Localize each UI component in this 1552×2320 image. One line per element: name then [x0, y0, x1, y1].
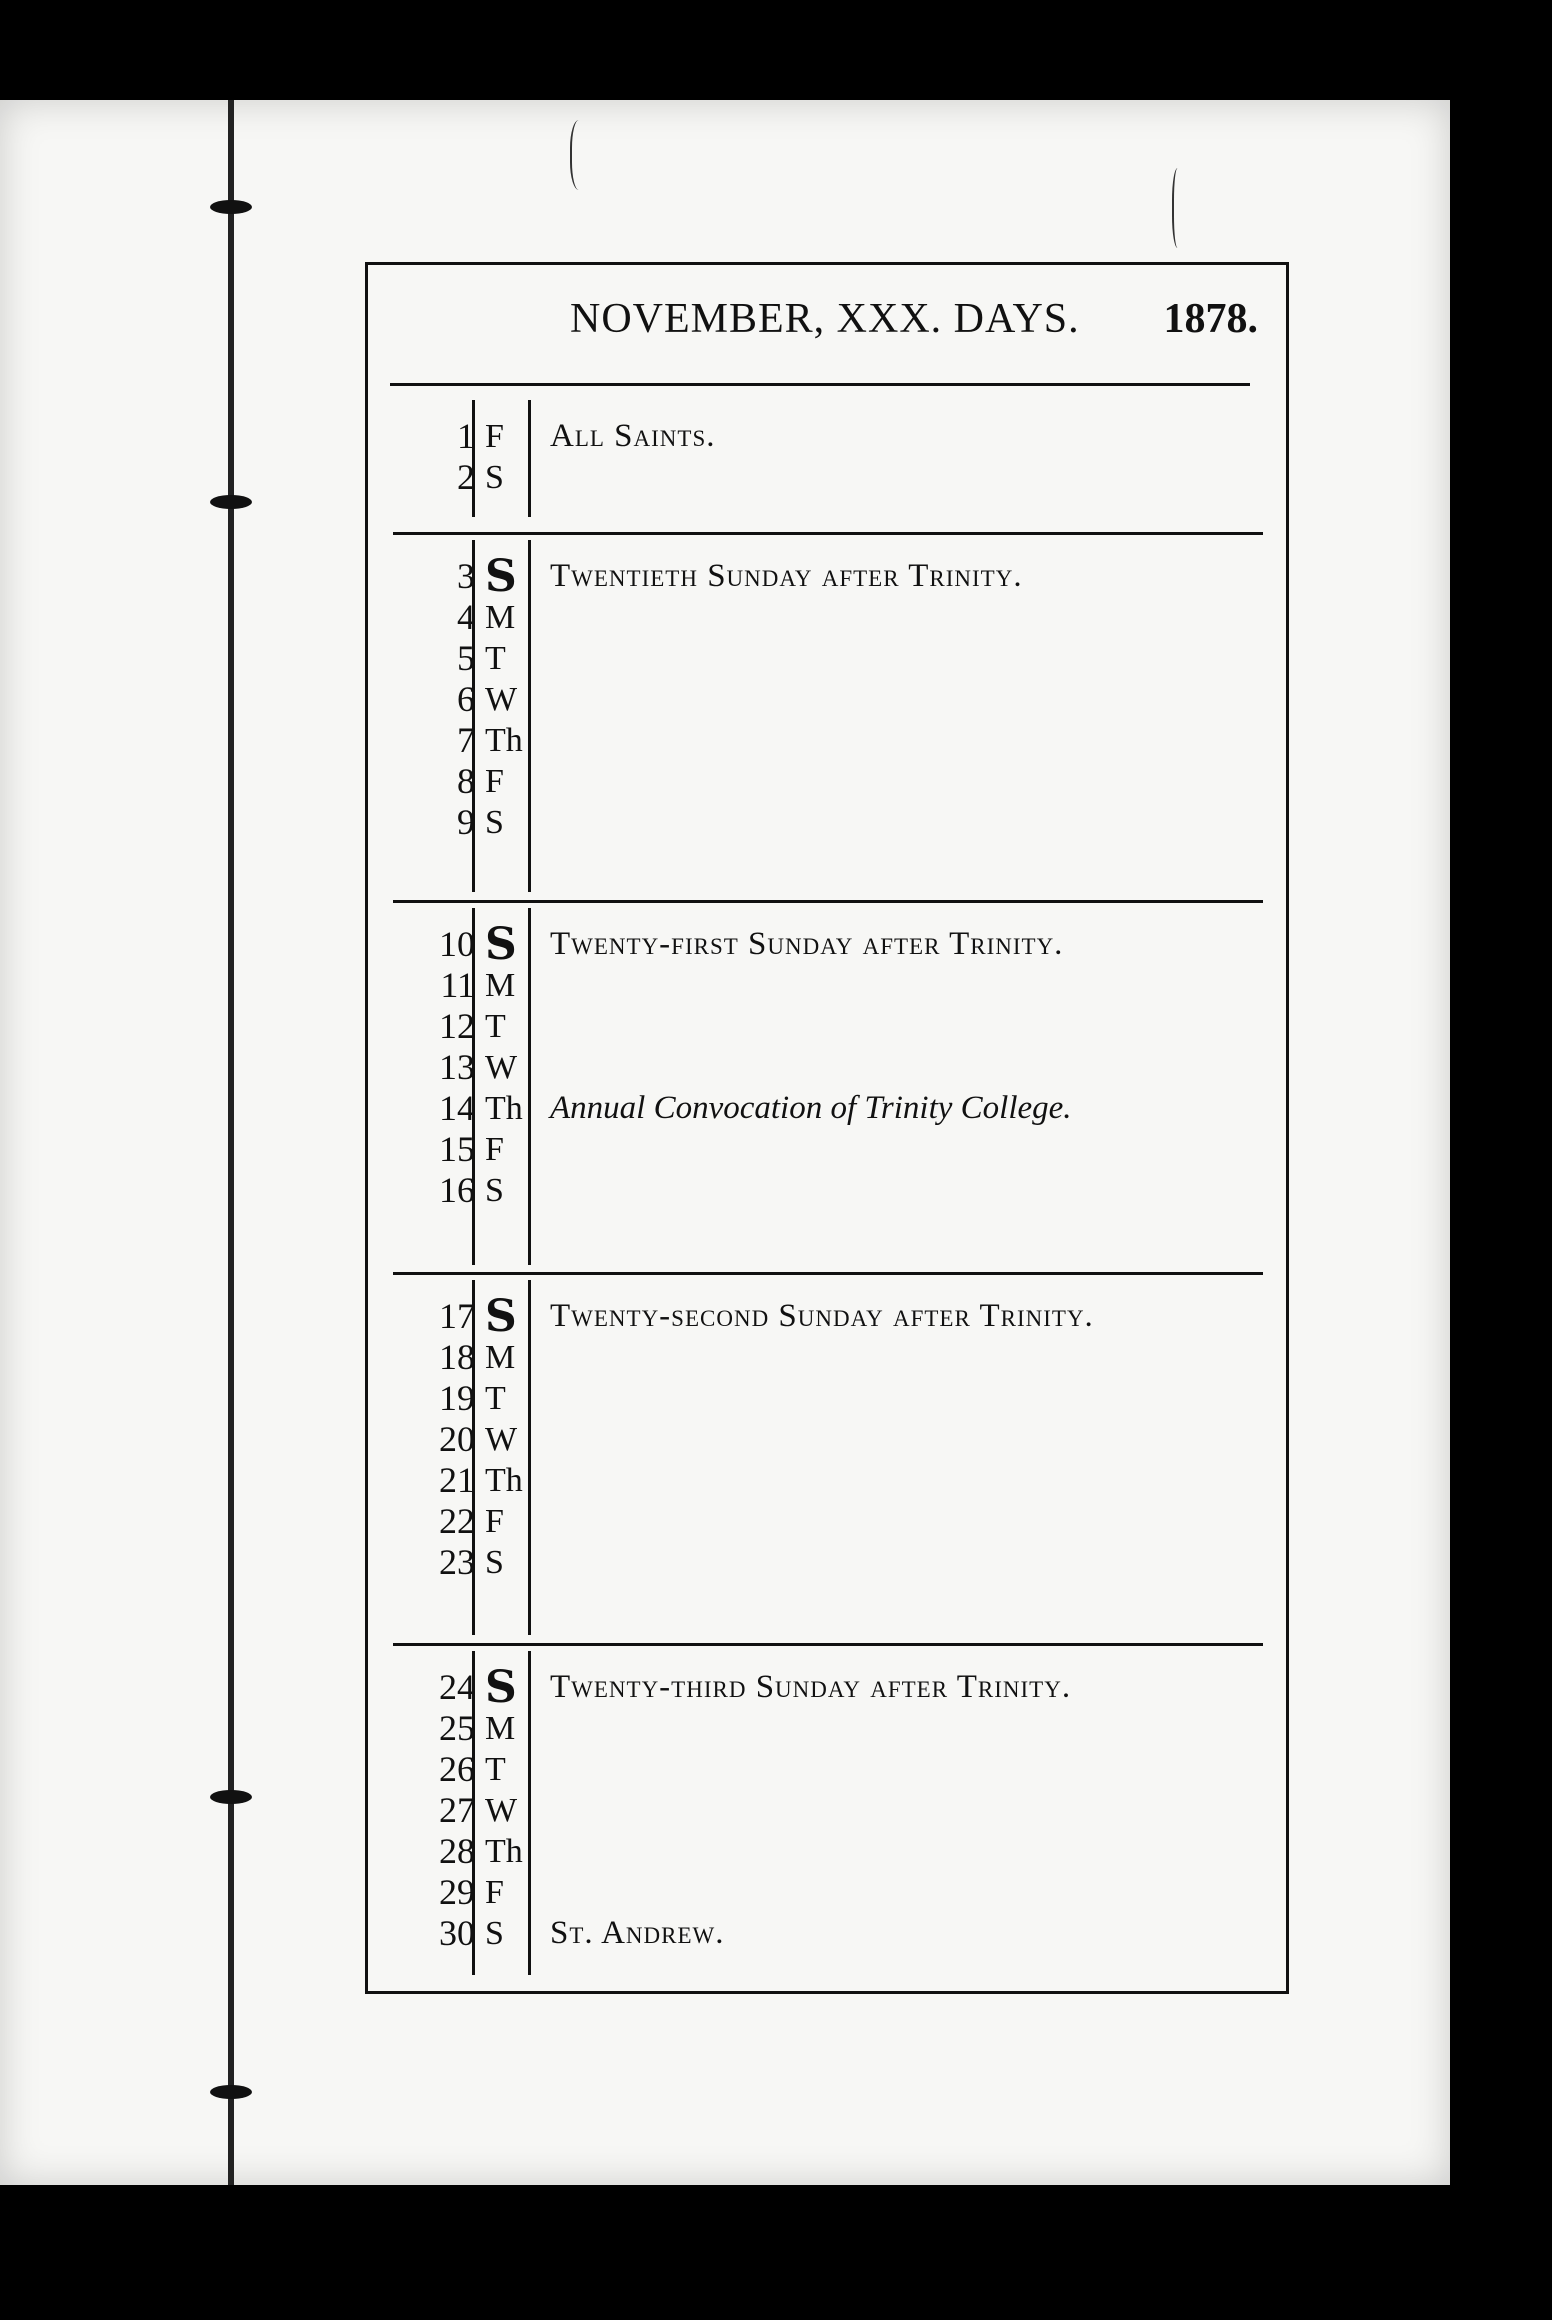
day-number: 28: [439, 1831, 475, 1871]
calendar-row: [365, 1170, 1283, 1211]
feast-note: Twenty-second Sunday after Trinity.: [550, 1298, 1094, 1334]
day-number: 15: [439, 1129, 475, 1169]
day-number: 5: [457, 638, 475, 678]
weekday-letter: Th: [485, 1833, 523, 1870]
weekday-letter: S: [485, 1544, 504, 1581]
weekday-letter: M: [485, 1710, 516, 1747]
calendar-row: [365, 416, 1283, 457]
calendar-row: [365, 597, 1283, 638]
day-number: 23: [439, 1542, 475, 1582]
calendar-row: [365, 1913, 1283, 1954]
weekday-letter: Th: [485, 722, 523, 759]
calendar-row: [365, 720, 1283, 761]
calendar-row: [365, 638, 1283, 679]
weekday-letter: Th: [485, 1090, 523, 1127]
binding-stitch: [210, 1790, 252, 1804]
weekday-letter: W: [485, 1421, 518, 1458]
calendar-row: [365, 1419, 1283, 1460]
weekday-letter: F: [485, 763, 504, 800]
week-section: [365, 392, 1283, 517]
week-section: [365, 1272, 1283, 1635]
weekday-letter: W: [485, 681, 518, 718]
week-section: [365, 1643, 1283, 1975]
calendar-row: [365, 761, 1283, 802]
calendar-row: [365, 1291, 1283, 1342]
sunday-letter: S: [485, 1291, 517, 1342]
weekday-letter: T: [485, 640, 506, 677]
feast-note: Twenty-third Sunday after Trinity.: [550, 1669, 1072, 1705]
day-number: 18: [439, 1337, 475, 1377]
weekday-letter: W: [485, 1792, 518, 1829]
calendar-row: [365, 1088, 1283, 1129]
weekday-letter: T: [485, 1380, 506, 1417]
section-rule: [393, 1272, 1263, 1275]
weekday-letter: S: [485, 1915, 504, 1952]
day-number: 4: [457, 597, 475, 637]
sunday-letter: S: [485, 919, 517, 970]
pencil-mark: [1172, 168, 1186, 248]
day-number: 27: [439, 1790, 475, 1830]
binding-stitch: [210, 200, 252, 214]
day-number: 14: [439, 1088, 475, 1128]
weekday-letter: S: [485, 804, 504, 841]
calendar-row: [365, 965, 1283, 1006]
week-section: [365, 532, 1283, 892]
day-number: 20: [439, 1419, 475, 1459]
weekday-letter: F: [485, 1874, 504, 1911]
day-number: 7: [457, 720, 475, 760]
weekday-letter: Th: [485, 1462, 523, 1499]
day-number: 29: [439, 1872, 475, 1912]
weekday-letter: M: [485, 967, 516, 1004]
calendar-row: [365, 457, 1283, 498]
calendar-row: [365, 1749, 1283, 1790]
calendar-row: [365, 1872, 1283, 1913]
calendar-row: [365, 1708, 1283, 1749]
feast-note: Annual Convocation of Trinity College.: [550, 1090, 1072, 1126]
calendar-row: [365, 802, 1283, 843]
calendar-row: [365, 551, 1283, 602]
weekday-letter: F: [485, 418, 504, 455]
day-number: 16: [439, 1170, 475, 1210]
day-number: 21: [439, 1460, 475, 1500]
day-number: 6: [457, 679, 475, 719]
day-number: 13: [439, 1047, 475, 1087]
calendar-row: [365, 1460, 1283, 1501]
sunday-letter: S: [485, 551, 517, 602]
weekday-letter: F: [485, 1503, 504, 1540]
day-number: 30: [439, 1913, 475, 1953]
day-number: 26: [439, 1749, 475, 1789]
calendar-row: [365, 1501, 1283, 1542]
calendar-row: [365, 919, 1283, 970]
feast-note: Twenty-first Sunday after Trinity.: [550, 926, 1064, 962]
weekday-letter: T: [485, 1008, 506, 1045]
calendar-header: [365, 295, 1283, 355]
day-number: 24: [439, 1667, 475, 1707]
weekday-letter: S: [485, 1172, 504, 1209]
weekday-letter: S: [485, 459, 504, 496]
day-number: 9: [457, 802, 475, 842]
feast-note: Twentieth Sunday after Trinity.: [550, 558, 1023, 594]
calendar-row: [365, 1542, 1283, 1583]
calendar-row: [365, 679, 1283, 720]
weekday-letter: M: [485, 1339, 516, 1376]
weekday-letter: M: [485, 599, 516, 636]
day-number: 10: [439, 924, 475, 964]
day-number: 25: [439, 1708, 475, 1748]
calendar-row: [365, 1662, 1283, 1713]
day-number: 11: [440, 965, 475, 1005]
pencil-mark: [570, 120, 592, 190]
day-number: 19: [439, 1378, 475, 1418]
week-section: [365, 900, 1283, 1265]
binding-stitch: [210, 495, 252, 509]
year-label: 1878.: [1163, 296, 1258, 342]
calendar-row: [365, 1129, 1283, 1170]
calendar-row: [365, 1006, 1283, 1047]
calendar-row: [365, 1790, 1283, 1831]
weekday-letter: W: [485, 1049, 518, 1086]
section-rule: [393, 900, 1263, 903]
binding-stitch: [210, 2085, 252, 2099]
calendar-row: [365, 1378, 1283, 1419]
binding-spine: [228, 100, 234, 2185]
weekday-letter: F: [485, 1131, 504, 1168]
feast-note: St. Andrew.: [550, 1915, 725, 1951]
day-number: 12: [439, 1006, 475, 1046]
weekday-letter: T: [485, 1751, 506, 1788]
day-number: 22: [439, 1501, 475, 1541]
feast-note: All Saints.: [550, 418, 716, 454]
month-title: NOVEMBER, XXX. DAYS.: [570, 296, 1080, 342]
header-rule: [390, 383, 1250, 386]
calendar-row: [365, 1047, 1283, 1088]
section-rule: [393, 1643, 1263, 1646]
day-number: 17: [439, 1296, 475, 1336]
sunday-letter: S: [485, 1662, 517, 1713]
day-number: 3: [457, 556, 475, 596]
calendar-row: [365, 1337, 1283, 1378]
day-number: 8: [457, 761, 475, 801]
calendar-row: [365, 1831, 1283, 1872]
day-number: 1: [457, 416, 475, 456]
section-rule: [393, 532, 1263, 535]
day-number: 2: [457, 457, 475, 497]
